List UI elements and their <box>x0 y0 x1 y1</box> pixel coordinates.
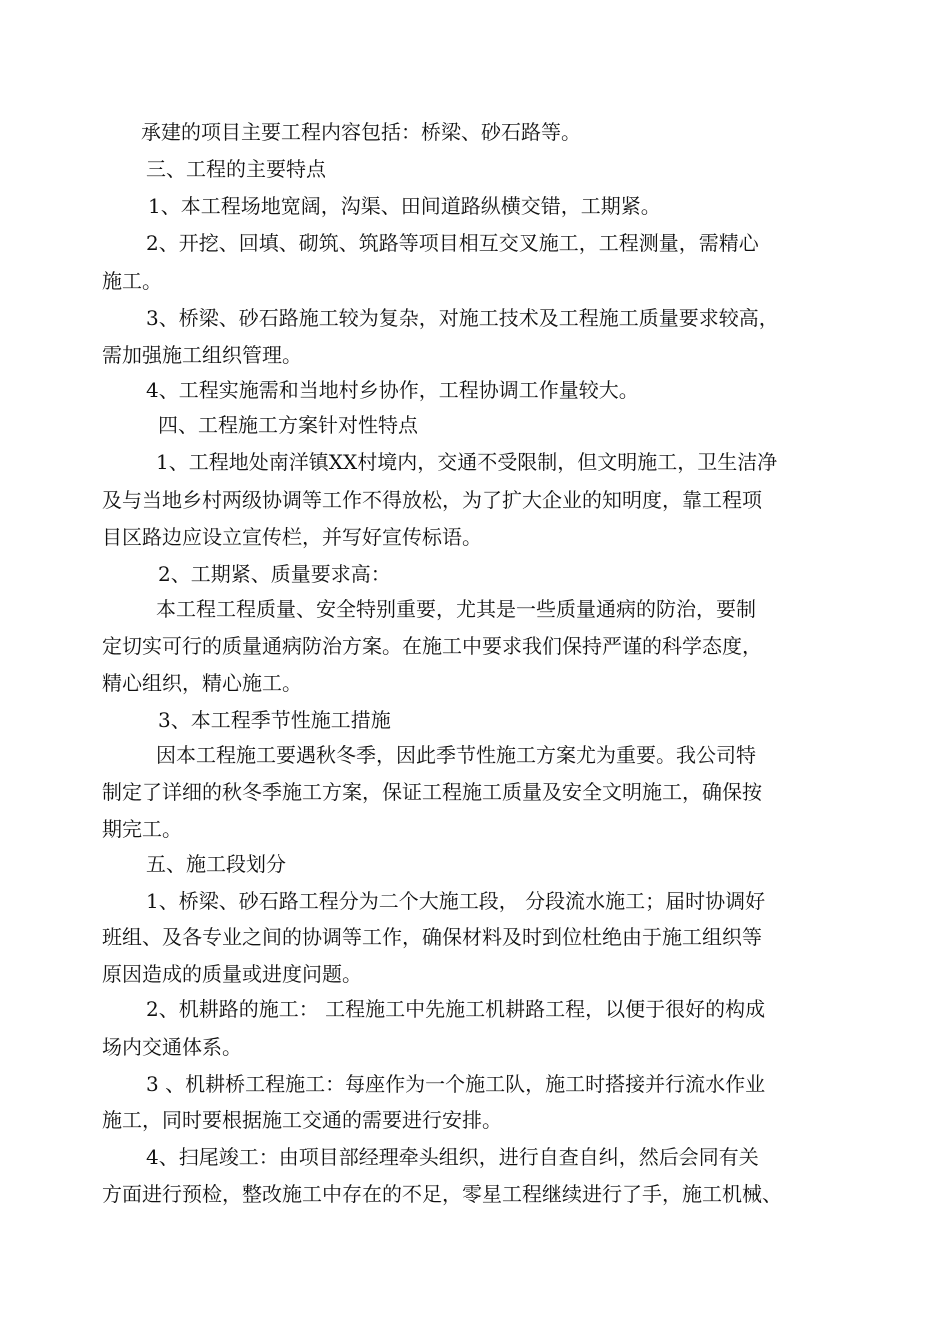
text-line: 原因造成的质量或进度问题。 <box>102 962 362 986</box>
text-line: 精心组织，精心施工。 <box>102 671 302 695</box>
text-line: 制定了详细的秋冬季施工方案，保证工程施工质量及安全文明施工，确保按 <box>102 780 762 804</box>
text-line: 及与当地乡村两级协调等工作不得放松，为了扩大企业的知明度，靠工程项 <box>102 488 762 512</box>
text-line: 4、工程实施需和当地村乡协作，工程协调工作量较大。 <box>146 378 639 402</box>
text-line: 场内交通体系。 <box>102 1035 242 1059</box>
subsection-heading: 3、本工程季节性施工措施 <box>158 708 391 732</box>
text-line: 4、扫尾竣工：由项目部经理牵头组织，进行自查自纠，然后会同有关 <box>146 1145 759 1169</box>
text-line: 班组、及各专业之间的协调等工作，确保材料及时到位杜绝由于施工组织等 <box>102 925 762 949</box>
text-line: 期完工。 <box>102 817 182 841</box>
text-line: 1、工程地处南洋镇XX村境内，交通不受限制，但文明施工，卫生洁净 <box>156 450 778 474</box>
section-heading: 三、工程的主要特点 <box>146 157 326 181</box>
text-line: 施工。 <box>102 269 162 293</box>
section-heading: 四、工程施工方案针对性特点 <box>158 413 418 437</box>
text-line: 方面进行预检，整改施工中存在的不足，零星工程继续进行了手，施工机械、 <box>102 1182 782 1206</box>
text-line: 定切实可行的质量通病防治方案。在施工中要求我们保持严谨的科学态度， <box>102 634 762 658</box>
text-line: 本工程工程质量、安全特别重要，尤其是一些质量通病的防治，要制 <box>156 597 756 621</box>
subsection-heading: 2、工期紧、质量要求高： <box>158 562 391 586</box>
text-line: 承建的项目主要工程内容包括：桥梁、砂石路等。 <box>141 120 581 144</box>
section-heading: 五、施工段划分 <box>146 852 286 876</box>
text-line: 1、桥梁、砂石路工程分为二个大施工段， 分段流水施工；届时协调好 <box>146 889 766 913</box>
text-line: 1、本工程场地宽阔，沟渠、田间道路纵横交错，工期紧。 <box>148 194 661 218</box>
text-line: 2、开挖、回填、砌筑、筑路等项目相互交叉施工，工程测量，需精心 <box>146 231 759 255</box>
text-line: 3、桥梁、砂石路施工较为复杂，对施工技术及工程施工质量要求较高， <box>146 306 779 330</box>
text-line: 需加强施工组织管理。 <box>102 343 302 367</box>
text-line: 因本工程施工要遇秋冬季，因此季节性施工方案尤为重要。我公司特 <box>156 743 756 767</box>
text-line: 施工，同时要根据施工交通的需要进行安排。 <box>102 1108 502 1132</box>
text-line: 目区路边应设立宣传栏，并写好宣传标语。 <box>102 525 482 549</box>
text-line: 3 、机耕桥工程施工：每座作为一个施工队，施工时搭接并行流水作业 <box>146 1072 766 1096</box>
text-line: 2、机耕路的施工： 工程施工中先施工机耕路工程，以便于很好的构成 <box>146 997 766 1021</box>
